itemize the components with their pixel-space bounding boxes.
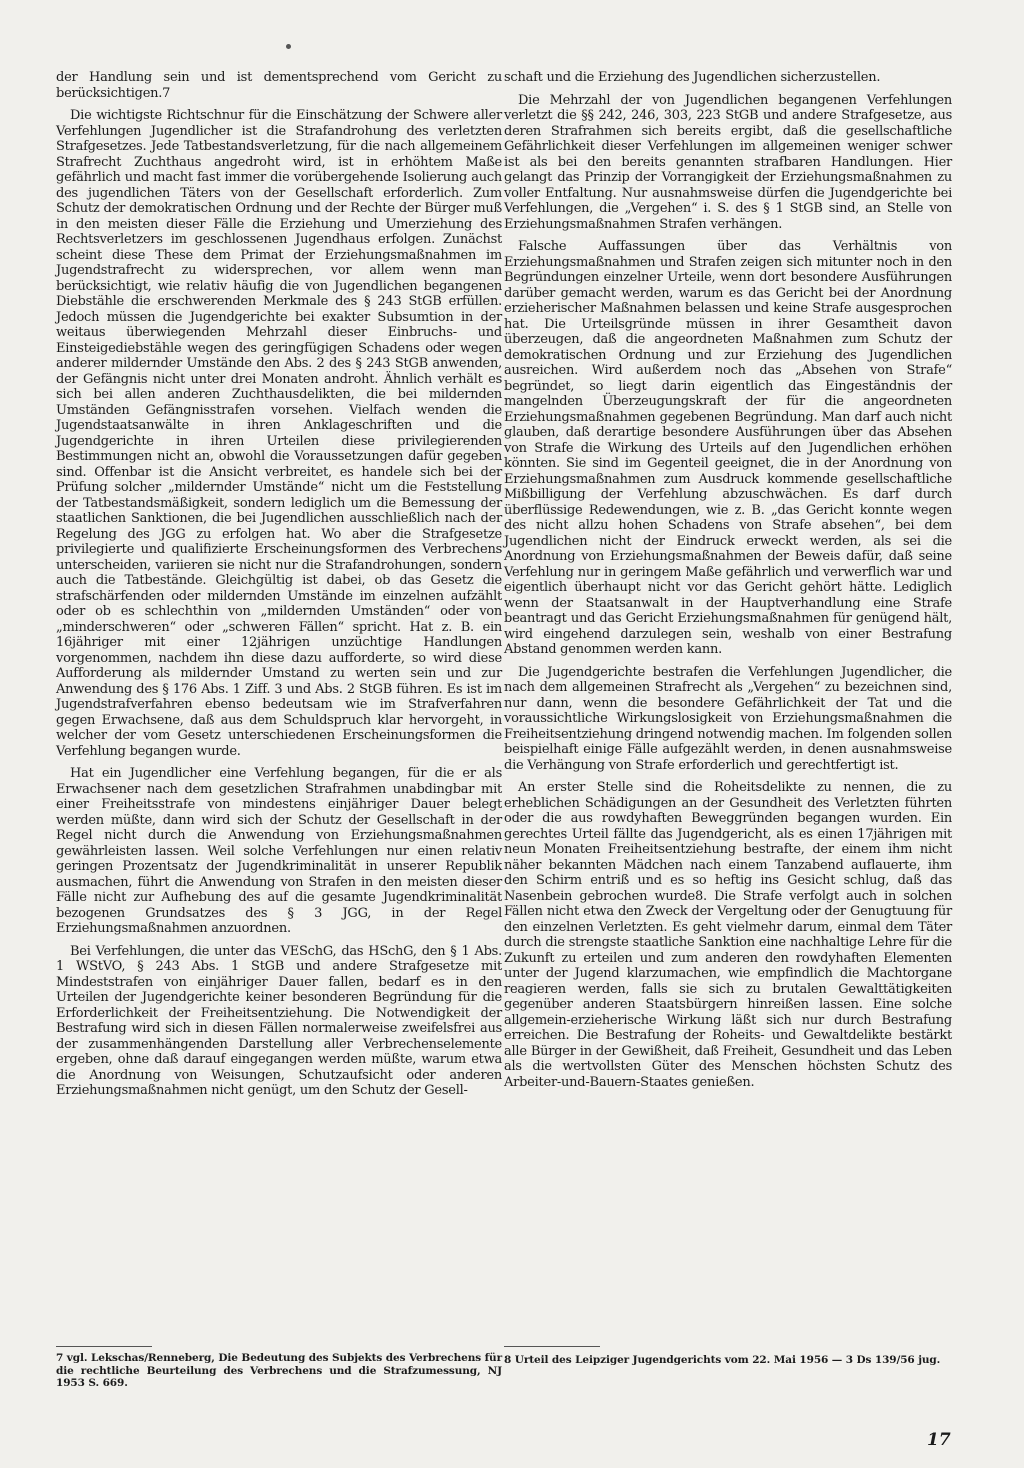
print-mark bbox=[286, 44, 291, 49]
paragraph: der Handlung sein und ist dementsprechend vom Gericht zu berücksichtigen.7 bbox=[56, 70, 502, 101]
right-column bbox=[504, 70, 952, 1090]
paragraph: Die Mehrzahl der von Jugendlichen begangenen Verfehlungen verletzt die §§ 242, 246, 303, 223 StGB und andere Strafgesetze, aus deren Strafrahmen sich bereits ergibt, daß die gesellschaftliche Gefährlichkeit dieser Verfehlungen im allgemeinen weniger schwer ist als bei den bereits genannten strafbaren Handlungen. Hier gelangt das Prinzip der Vorrangigkeit der Erziehungsmaßnahmen zu voller Entfaltung. Nur ausnahmsweise dürfen die Jugendgerichte bei Verfehlungen, die „Vergehen“ i. S. des § 1 StGB sind, an Stelle von Erziehungsmaßnahmen Strafen verhängen. bbox=[504, 92, 952, 232]
footnote-rule-left bbox=[56, 1346, 152, 1347]
paragraph: An erster Stelle sind die Roheitsdelikte zu nennen, die zu erheblichen Schädigungen an der Gesundheit des Verletzten führten oder die aus rowdyhaften Beweggründen begangen wurden. Ein gerechtes Urteil fällte das Jugendgericht, als es einen 17jährigen mit neun Monaten Freiheitsentziehung bestrafte, der einem ihm nicht näher bekannten Mädchen nach einem Tanzabend auflauerte, ihm den Schirm entriß und es so heftig ins Gesicht schlug, daß das Nasenbein gebrochen wurde8. Die Strafe verfolgt auch in solchen Fällen nicht etwa den Zweck der Vergeltung oder der Genugtuung für den einzelnen Verletzten. Es geht vielmehr darum, einmal dem Täter durch die strengste staatliche Sanktion eine nachhaltige Lehre für die Zukunft zu erteilen und zum anderen den rowdyhaften Elementen unter der Jugend klarzumachen, wie empfindlich die Machtorgane reagieren werden, falls sie sich zu brutalen Gewalttätigkeiten gegenüber anderen Staatsbürgern hinreißen lassen. Eine solche allgemein-erzieherische Wirkung läßt sich nur durch Bestrafung erreichen. Die Bestrafung der Roheits- und Gewaltdelikte bestärkt alle Bürger in der Gewißheit, daß Freiheit, Gesundheit und das Leben als die wertvollsten Güter des Menschen höchsten Schutz des Arbeiter-und-Bauern-Staates genießen. bbox=[504, 780, 952, 1090]
paragraph: Hat ein Jugendlicher eine Verfehlung begangen, für die er als Erwachsener nach dem gesetzlichen Strafrahmen unabdingbar mit einer Freiheitsstrafe von mindestens einjähriger Dauer belegt werden müßte, dann wird sich der Schutz der Gesellschaft in der Regel nicht durch die Anwendung von Erziehungsmaßnahmen gewährleisten lassen. Weil solche Verfehlungen nur einen relativ geringen Prozentsatz der Jugendkriminalität in unserer Republik ausmachen, führt die Anwendung von Strafen in den meisten dieser Fälle nicht zur Aufhebung des auf die gesamte Jugendkriminalität bezogenen Grundsatzes des § 3 JGG, in der Regel Erziehungsmaßnahmen anzuordnen. bbox=[56, 766, 502, 936]
page-number: 17 bbox=[927, 1430, 951, 1450]
footnote-rule-right bbox=[504, 1346, 600, 1347]
footnote-8: 8 Urteil des Leipziger Jugendgerichts vom 22. Mai 1956 — 3 Ds 139/56 jug. bbox=[504, 1354, 941, 1366]
paragraph: Die wichtigste Richtschnur für die Einschätzung der Schwere aller Verfehlungen Jugendlicher ist die Strafandrohung des verletzten Strafgesetzes. Jede Tatbestandsverletzung, für die nach allgemeinem Strafrecht Zuchthaus angedroht wird, ist in erhöhtem Maße gefährlich und macht fast immer die vorübergehende Isolierung auch des jugendlichen Täters von der Gesellschaft erforderlich. Zum Schutz der demokratischen Ordnung und der Rechte der Bürger muß in den meisten dieser Fälle die Erziehung und Umerziehung des Rechtsverletzers im geschlossenen Jugendhaus erfolgen. Zunächst scheint diese These dem Primat der Erziehungsmaßnahmen im Jugendstrafrecht zu widersprechen, vor allem wenn man berücksichtigt, wie relativ häufig die von Jugendlichen begangenen Diebstähle die erschwerenden Merkmale des § 243 StGB erfüllen. Jedoch müssen die Jugendgerichte bei exakter Subsumtion in der weitaus überwiegenden Mehrzahl dieser Einbruchs- und Einsteigediebstähle wegen des geringfügigen Schadens oder wegen anderer mildernder Umstände den Abs. 2 des § 243 StGB anwenden, der Gefängnis nicht unter drei Monaten androht. Ähnlich verhält es sich bei allen anderen Zuchthausdelikten, die bei mildernden Umständen Gefängnisstrafen vorsehen. Vielfach wenden die Jugendstaatsanwälte in ihren Anklageschriften und die Jugendgerichte in ihren Urteilen diese privilegierenden Bestimmungen nicht an, obwohl die Voraussetzungen dafür gegeben sind. Offenbar ist die Ansicht verbreitet, es handele sich bei der Prüfung solcher „mildernder Umstände“ nicht um die Feststellung der Tatbestandsmäßigkeit, sondern lediglich um die Bemessung der staatlichen Sanktionen, die bei Jugendlichen ausschließlich nach der Regelung des JGG zu erfolgen hat. Wo aber die Strafgesetze privilegierte und qualifizierte Erscheinungsformen des Verbrechens unterscheiden, variieren sie nicht nur die Strafandrohungen, sondern auch die Tatbestände. Gleichgültig ist dabei, ob das Gesetz die strafschärfenden oder mildernden Umstände im einzelnen aufzählt oder ob es schlechthin von „mildernden Umständen“ oder von „minderschweren“ oder „schweren Fällen“ spricht. Hat z. B. ein 16jähriger mit einer 12jährigen unzüchtige Handlungen vorgenommen, nachdem ihn diese dazu aufforderte, so wird diese Aufforderung als mildernder Umstand zu werten sein und zur Anwendung des § 176 Abs. 1 Ziff. 3 und Abs. 2 StGB führen. Es ist im Jugendstrafverfahren ebenso bedeutsam wie im Strafverfahren gegen Erwachsene, daß aus dem Schuldspruch klar hervorgeht, in welcher der vom Gesetz unterschiedenen Erscheinungsformen die Verfehlung begangen wurde. bbox=[56, 108, 502, 759]
paragraph: Bei Verfehlungen, die unter das VESchG, das HSchG, den § 1 Abs. 1 WStVO, § 243 Abs. 1 StGB und andere Strafgesetze mit Mindeststrafen von einjähriger Dauer fallen, bedarf es in den Urteilen der Jugendgerichte keiner besonderen Begründung für die Erforderlichkeit der Freiheitsentziehung. Die Notwendigkeit der Bestrafung wird sich in diesen Fällen normalerweise zweifelsfrei aus der zusammenhängenden Darstellung aller Verbrechenselemente ergeben, ohne daß darauf eingegangen werden müßte, warum etwa die Anordnung von Weisungen, Schutzaufsicht oder anderen Erziehungsmaßnahmen nicht genügt, um den Schutz der Gesell- bbox=[56, 943, 502, 1098]
left-column bbox=[56, 70, 502, 1099]
paragraph: Die Jugendgerichte bestrafen die Verfehlungen Jugendlicher, die nach dem allgemeinen Strafrecht als „Vergehen“ zu bezeichnen sind, nur dann, wenn die besondere Gefährlichkeit der Tat und die voraussichtliche Wirkungslosigkeit von Erziehungsmaßnahmen die Freiheitsentziehung dringend notwendig machen. Im folgenden sollen beispielhaft einige Fälle aufgezählt werden, in denen ausnahmsweise die Verhängung von Strafe erforderlich und gerechtfertigt ist. bbox=[504, 664, 952, 773]
footnote-7: 7 vgl. Lekschas/Renneberg, Die Bedeutung des Subjekts des Verbrechens für die rechtliche Beurteilung des Verbrechens und die Strafzumessung, NJ 1953 S. 669. bbox=[56, 1352, 503, 1389]
paragraph: schaft und die Erziehung des Jugendlichen sicherzustellen. bbox=[504, 70, 881, 85]
paragraph: Falsche Auffassungen über das Verhältnis von Erziehungsmaßnahmen und Strafen zeigen sich mitunter noch in den Begründungen einzelner Urteile, wenn dort besondere Ausführungen darüber gemacht werden, warum es das Gericht bei der Anordnung erzieherischer Maßnahmen belassen und keine Strafe ausgesprochen hat. Die Urteilsgründe müssen in ihrer Gesamtheit davon überzeugen, daß die angeordneten Maßnahmen zum Schutz der demokratischen Ordnung und zur Erziehung des Jugendlichen ausreichen. Wird außerdem noch das „Absehen von Strafe“ begründet, so liegt darin eigentlich das Eingeständnis der mangelnden Überzeugungskraft der für die angeordneten Erziehungsmaßnahmen gegebenen Begründung. Man darf auch nicht glauben, daß derartige besondere Ausführungen über das Absehen von Strafe die Wirkung des Urteils auf den Jugendlichen erhöhen könnten. Sie sind im Gegenteil geeignet, die in der Anordnung von Erziehungsmaßnahmen zum Ausdruck kommende gesellschaftliche Mißbilligung der Verfehlung abzuschwächen. Es darf durch überflüssige Redewendungen, wie z. B. „das Gericht konnte wegen des nicht allzu hohen Schadens von Strafe absehen“, bei dem Jugendlichen nicht der Eindruck erweckt werden, als sei die Anordnung von Erziehungsmaßnahmen der Beweis dafür, daß seine Verfehlung nur in geringem Maße gefährlich und verwerflich war und eigentlich überhaupt nicht vor das Gericht gehört hätte. Lediglich wenn der Staatsanwalt in der Hauptverhandlung eine Strafe beantragt und das Gericht Erziehungsmaßnahmen für genügend hält, wird eingehend darzulegen sein, weshalb von einer Bestrafung Abstand genommen werden kann. bbox=[504, 239, 952, 657]
